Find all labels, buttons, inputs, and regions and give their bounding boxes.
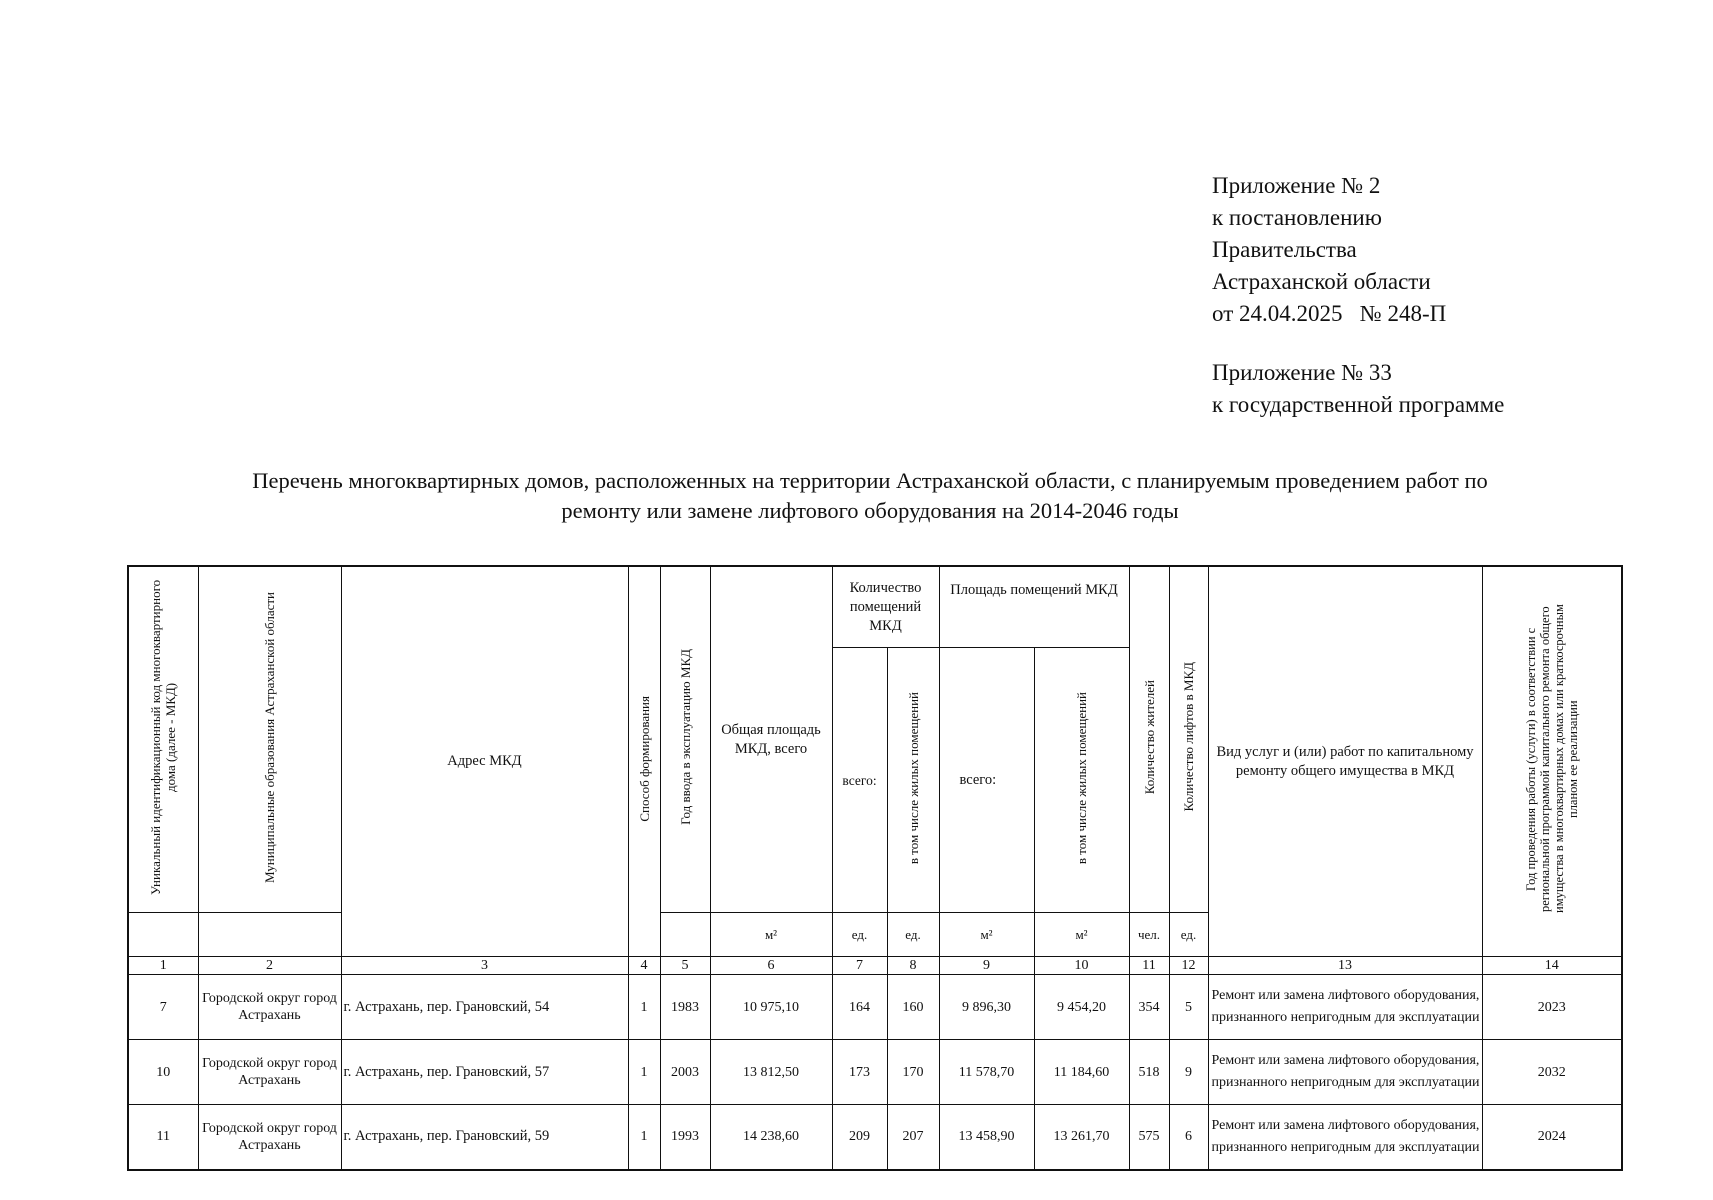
annex-line: от 24.04.2025 № 248-П xyxy=(1212,301,1447,326)
header-work-year: Год проведения работы (услуги) в соответствии с региональной программой капитального ремонта общего имущества в многоквартирных домах или краткосрочным планом ее реализации xyxy=(1482,566,1622,957)
header-rooms-living: в том числе жилых помещений xyxy=(887,648,939,913)
cell-residents: 575 xyxy=(1129,1105,1169,1170)
cell-rooms-total: 164 xyxy=(832,975,887,1040)
cell-address: г. Астрахань, пер. Грановский, 59 xyxy=(341,1105,628,1170)
title-line: Перечень многоквартирных домов, расположенных на территории Астраханской области, с планируемым проведением работ по xyxy=(252,468,1488,493)
column-number: 5 xyxy=(660,957,710,975)
cell-work-type: Ремонт или замена лифтового оборудования, признанного непригодным для эксплуатации xyxy=(1208,1105,1482,1170)
cell-area-total: 13 812,50 xyxy=(710,1040,832,1105)
column-number: 14 xyxy=(1482,957,1622,975)
unit-space-total: м² xyxy=(939,913,1034,957)
cell-rooms-living: 207 xyxy=(887,1105,939,1170)
cell-year: 2003 xyxy=(660,1040,710,1105)
header-residents: Количество жителей xyxy=(1129,566,1169,913)
unit-rooms-living: ед. xyxy=(887,913,939,957)
cell-space-total: 11 578,70 xyxy=(939,1040,1034,1105)
header-work-type: Вид услуг и (или) работ по капитальному ремонту общего имущества в МКД xyxy=(1208,566,1482,957)
cell-code: 11 xyxy=(128,1105,198,1170)
cell-municipality: Городской округ город Астрахань xyxy=(198,1040,341,1105)
table-row xyxy=(128,1040,1622,1105)
header-method: Способ формирования xyxy=(628,566,660,957)
column-number: 9 xyxy=(939,957,1034,975)
cell-municipality: Городской округ город Астрахань xyxy=(198,1105,341,1170)
cell-space-living: 11 184,60 xyxy=(1034,1040,1129,1105)
unit-space-living: м² xyxy=(1034,913,1129,957)
cell-area-total: 14 238,60 xyxy=(710,1105,832,1170)
header-address: Адрес МКД xyxy=(341,566,628,957)
unit-area-total: м² xyxy=(710,913,832,957)
annex-line: Астраханской области xyxy=(1212,269,1431,294)
cell-rooms-living: 170 xyxy=(887,1040,939,1105)
table-row xyxy=(128,975,1622,1040)
column-number: 13 xyxy=(1208,957,1482,975)
cell-lifts: 6 xyxy=(1169,1105,1208,1170)
header-municipality: Муниципальные образования Астраханской области xyxy=(198,566,341,913)
column-number: 2 xyxy=(198,957,341,975)
column-number: 11 xyxy=(1129,957,1169,975)
unit-lifts: ед. xyxy=(1169,913,1208,957)
title-line: ремонту или замене лифтового оборудования на 2014-2046 годы xyxy=(561,498,1179,523)
unit-residents: чел. xyxy=(1129,913,1169,957)
cell-work-type: Ремонт или замена лифтового оборудования, признанного непригодным для эксплуатации xyxy=(1208,1040,1482,1105)
cell-rooms-living: 160 xyxy=(887,975,939,1040)
header-rooms-group: Количество помещений МКД xyxy=(832,566,939,648)
column-number: 10 xyxy=(1034,957,1129,975)
header-lifts: Количество лифтов в МКД xyxy=(1169,566,1208,913)
header-rooms-total: всего: xyxy=(832,648,887,913)
unit-cell xyxy=(660,913,710,957)
cell-area-total: 10 975,10 xyxy=(710,975,832,1040)
cell-municipality: Городской округ город Астрахань xyxy=(198,975,341,1040)
column-number: 8 xyxy=(887,957,939,975)
annex-line: Приложение № 2 xyxy=(1212,173,1381,198)
annex-line: к постановлению xyxy=(1212,205,1382,230)
column-number: 4 xyxy=(628,957,660,975)
cell-year: 1993 xyxy=(660,1105,710,1170)
cell-address: г. Астрахань, пер. Грановский, 57 xyxy=(341,1040,628,1105)
cell-space-living: 13 261,70 xyxy=(1034,1105,1129,1170)
unit-cell xyxy=(128,913,198,957)
cell-lifts: 9 xyxy=(1169,1040,1208,1105)
cell-work-year: 2023 xyxy=(1482,975,1622,1040)
cell-work-type: Ремонт или замена лифтового оборудования, признанного непригодным для эксплуатации xyxy=(1208,975,1482,1040)
cell-space-living: 9 454,20 xyxy=(1034,975,1129,1040)
cell-space-total: 9 896,30 xyxy=(939,975,1034,1040)
cell-lifts: 5 xyxy=(1169,975,1208,1040)
cell-rooms-total: 209 xyxy=(832,1105,887,1170)
cell-residents: 354 xyxy=(1129,975,1169,1040)
annex-block xyxy=(1212,170,1504,421)
document-title xyxy=(150,466,1590,526)
header-space-living: в том числе жилых помещений xyxy=(1034,648,1129,913)
cell-method: 1 xyxy=(628,1040,660,1105)
annex-line: к государственной программе xyxy=(1212,392,1505,417)
cell-rooms-total: 173 xyxy=(832,1040,887,1105)
header-space-total: всего: xyxy=(939,648,1034,913)
unit-rooms-total: ед. xyxy=(832,913,887,957)
column-number: 7 xyxy=(832,957,887,975)
cell-method: 1 xyxy=(628,975,660,1040)
cell-code: 7 xyxy=(128,975,198,1040)
column-number: 1 xyxy=(128,957,198,975)
header-code: Уникальный идентификационный код многоквартирного дома (далее - МКД) xyxy=(128,566,198,913)
header-space-group: Площадь помещений МКД xyxy=(939,566,1129,648)
unit-cell xyxy=(198,913,341,957)
annex-line: Приложение № 33 xyxy=(1212,360,1392,385)
annex-line: Правительства xyxy=(1212,237,1357,262)
cell-method: 1 xyxy=(628,1105,660,1170)
houses-table xyxy=(127,565,1623,1171)
cell-code: 10 xyxy=(128,1040,198,1105)
table-row xyxy=(128,1105,1622,1170)
cell-year: 1983 xyxy=(660,975,710,1040)
column-numbers-row xyxy=(128,957,1622,975)
column-number: 3 xyxy=(341,957,628,975)
column-number: 6 xyxy=(710,957,832,975)
cell-work-year: 2024 xyxy=(1482,1105,1622,1170)
header-year: Год ввода в эксплуатацию МКД xyxy=(660,566,710,913)
cell-address: г. Астрахань, пер. Грановский, 54 xyxy=(341,975,628,1040)
column-number: 12 xyxy=(1169,957,1208,975)
header-area-total: Общая площадь МКД, всего xyxy=(710,566,832,913)
cell-space-total: 13 458,90 xyxy=(939,1105,1034,1170)
cell-work-year: 2032 xyxy=(1482,1040,1622,1105)
cell-residents: 518 xyxy=(1129,1040,1169,1105)
